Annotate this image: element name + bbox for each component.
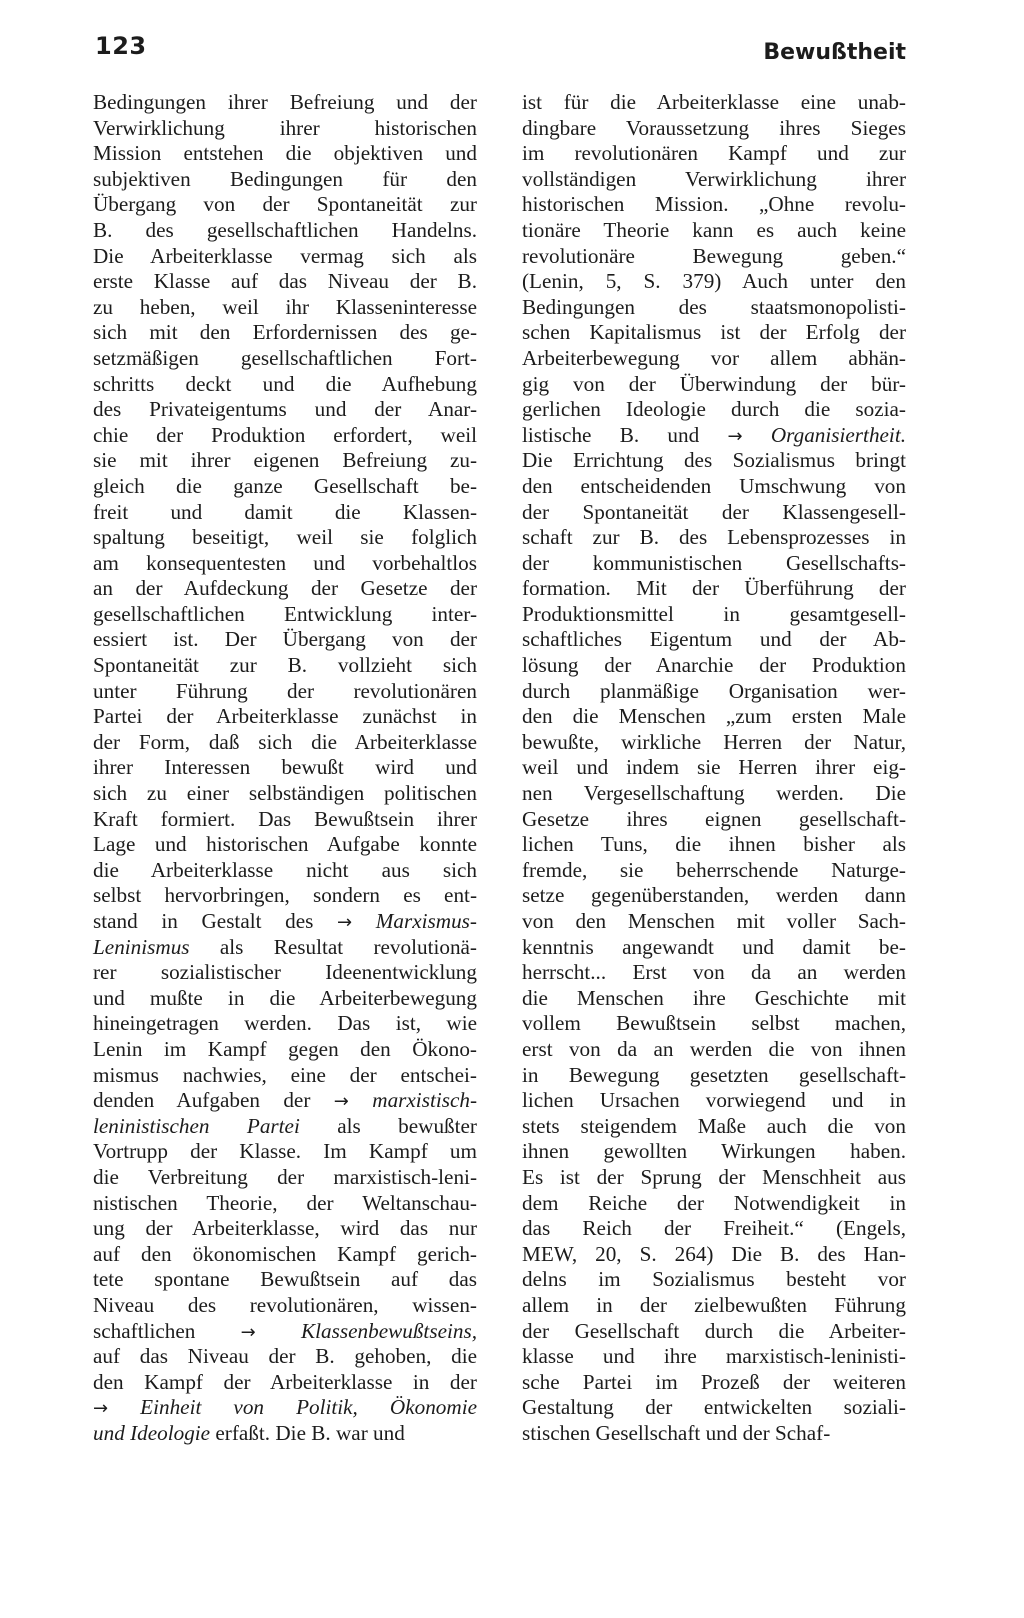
text-line: revolutionäre Bewegung geben.“ bbox=[522, 243, 906, 268]
text-line bbox=[93, 1088, 477, 1114]
text-line: schen Kapitalismus ist der Erfolg der bbox=[522, 320, 906, 345]
text-line: des Privateigentums und der Anar- bbox=[93, 397, 477, 422]
text-line: setze gegenüberstanden, werden dann bbox=[522, 883, 906, 908]
text-line: spaltung beseitigt, weil sie folglich bbox=[93, 525, 477, 550]
cross-reference-term: und Ideologie bbox=[93, 1420, 211, 1445]
text-line: historischen Mission. „Ohne revolu- bbox=[522, 192, 906, 217]
text-line: mismus nachwies, eine der entschei- bbox=[93, 1062, 477, 1087]
text-line: freit und damit die Klassen- bbox=[93, 499, 477, 524]
text-line: MEW, 20, S. 264) Die B. des Han- bbox=[522, 1241, 906, 1266]
text-line: selbst hervorbringen, sondern es ent- bbox=[93, 883, 477, 908]
text-line: am konsequentesten und vorbehaltlos bbox=[93, 550, 477, 575]
text-line: subjektiven Bedingungen für den bbox=[93, 166, 477, 191]
text-line: lösung der Anarchie der Produktion bbox=[522, 653, 906, 678]
text-line: im revolutionären Kampf und zur bbox=[522, 141, 906, 166]
text-line: lichen Ursachen vorwiegend und in bbox=[522, 1088, 906, 1113]
text-line: kenntnis angewandt und damit be- bbox=[522, 934, 906, 959]
text-line: rer sozialistischer Ideenentwicklung bbox=[93, 960, 477, 985]
text-line: und mußte in die Arbeiterbewegung bbox=[93, 985, 477, 1010]
text-line: schaft zur B. des Lebensprozesses in bbox=[522, 525, 906, 550]
text-line: Mission entstehen die objektiven und bbox=[93, 141, 477, 166]
cross-reference-term: Klassenbewußtseins, bbox=[301, 1318, 477, 1343]
text-line: stischen Gesellschaft und der Schaf- bbox=[522, 1420, 831, 1445]
text-line: Bedingungen des staatsmonopolisti- bbox=[522, 294, 906, 319]
cross-reference-arrow-icon: → bbox=[727, 425, 743, 447]
text-line: Gestaltung der entwickelten soziali- bbox=[522, 1395, 906, 1420]
text-line: Übergang von der Spontaneität zur bbox=[93, 192, 477, 217]
text-line: auf das Niveau der B. gehoben, die bbox=[93, 1344, 477, 1369]
text-line: Die Arbeiterklasse vermag sich als bbox=[93, 243, 477, 268]
text-line: Partei der Arbeiterklasse zunächst in bbox=[93, 704, 477, 729]
line-text: listische B. und bbox=[522, 422, 728, 447]
text-line: ung der Arbeiterklasse, wird das nur bbox=[93, 1216, 477, 1241]
text-line: sich zu einer selbständigen politischen bbox=[93, 781, 477, 806]
text-line: unter Führung der revolutionären bbox=[93, 678, 477, 703]
text-line: in Bewegung gesetzten gesellschaft- bbox=[522, 1062, 906, 1087]
right-text-column bbox=[522, 90, 906, 1446]
text-line: sche Partei im Prozeß der weiteren bbox=[522, 1369, 906, 1394]
cross-reference-term: Marxismus- bbox=[375, 909, 477, 933]
text-line bbox=[93, 1114, 477, 1140]
text-line: stets steigendem Maße auch die von bbox=[522, 1113, 906, 1138]
text-line bbox=[522, 423, 906, 449]
text-line: zu heben, weil ihr Klasseninteresse bbox=[93, 294, 477, 319]
line-text: als Resultat revolutionä- bbox=[189, 934, 477, 959]
text-line: ihrer Interessen bewußt wird und bbox=[93, 755, 477, 780]
text-line: gesellschaftlichen Entwicklung inter- bbox=[93, 601, 477, 626]
cross-reference-term: leninistischen Partei bbox=[93, 1113, 300, 1138]
text-line: der Gesellschaft durch die Arbeiter- bbox=[522, 1318, 906, 1343]
text-line: Arbeiterbewegung vor allem abhän- bbox=[522, 345, 906, 370]
text-line: tionäre Theorie kann es auch keine bbox=[522, 217, 906, 242]
text-line: dem Reiche der Notwendigkeit in bbox=[522, 1190, 906, 1215]
page-number: 123 bbox=[95, 32, 147, 60]
text-line: hineingetragen werden. Das ist, wie bbox=[93, 1011, 477, 1036]
text-line: Spontaneität zur B. vollzieht sich bbox=[93, 653, 477, 678]
text-line: die Arbeiterklasse nicht aus sich bbox=[93, 857, 477, 882]
text-line: den Kampf der Arbeiterklasse in der bbox=[93, 1369, 477, 1394]
left-text-column bbox=[93, 90, 477, 1446]
text-line bbox=[93, 935, 477, 961]
text-line: bewußte, wirkliche Herren der Natur, bbox=[522, 729, 906, 754]
text-line: nen Vergesellschaftung werden. Die bbox=[522, 781, 906, 806]
text-line bbox=[93, 1395, 477, 1421]
line-text: erfaßt. Die B. war und bbox=[210, 1420, 405, 1445]
text-line: ihnen gewollten Wirkungen haben. bbox=[522, 1139, 906, 1164]
running-head: Bewußtheit bbox=[763, 40, 906, 65]
text-line: allem in der zielbewußten Führung bbox=[522, 1292, 906, 1317]
text-line: Bedingungen ihrer Befreiung und der bbox=[93, 90, 477, 114]
text-line: das Reich der Freiheit.“ (Engels, bbox=[522, 1216, 906, 1241]
text-line: schritts deckt und die Aufhebung bbox=[93, 371, 477, 396]
text-line: (Lenin, 5, S. 379) Auch unter den bbox=[522, 269, 906, 294]
text-line: gleich die ganze Gesellschaft be- bbox=[93, 473, 477, 498]
text-line: den entscheidenden Umschwung von bbox=[522, 473, 906, 498]
text-line: gerlichen Ideologie durch die sozia- bbox=[522, 397, 906, 422]
text-line bbox=[93, 1319, 477, 1345]
text-line: erst von da an werden die von ihnen bbox=[522, 1036, 906, 1061]
text-line: Verwirklichung ihrer historischen bbox=[93, 115, 477, 140]
text-line: die Verbreitung der marxistisch-leni- bbox=[93, 1164, 477, 1189]
text-line: chie der Produktion erfordert, weil bbox=[93, 422, 477, 447]
text-line: erste Klasse auf das Niveau der B. bbox=[93, 269, 477, 294]
text-line: sich mit den Erfordernissen des ge- bbox=[93, 320, 477, 345]
text-line: weil und indem sie Herren ihrer eig- bbox=[522, 755, 906, 780]
text-line: formation. Mit der Überführung der bbox=[522, 576, 906, 601]
line-text: als bewußter bbox=[299, 1113, 477, 1138]
cross-reference-term: marxistisch- bbox=[372, 1088, 478, 1113]
text-line: fremde, sie beherrschende Naturge- bbox=[522, 857, 906, 882]
line-text: schaftlichen bbox=[93, 1318, 241, 1343]
text-line: Produktionsmittel in gesamtgesell- bbox=[522, 601, 906, 626]
text-line: sie mit ihrer eigenen Befreiung zu- bbox=[93, 448, 477, 473]
text-line: Gesetze ihres eignen gesellschaft- bbox=[522, 806, 906, 831]
text-line: gig von der Überwindung der bür- bbox=[522, 371, 906, 396]
text-line: vollständigen Verwirklichung ihrer bbox=[522, 166, 906, 191]
text-line: nistischen Theorie, der Weltanschau- bbox=[93, 1190, 477, 1215]
text-line: Es ist der Sprung der Menschheit aus bbox=[522, 1164, 906, 1189]
text-line: tete spontane Bewußtsein auf das bbox=[93, 1267, 477, 1292]
cross-reference-term: Einheit von Politik, Ökonomie bbox=[140, 1395, 477, 1420]
text-line: dingbare Voraussetzung ihres Sieges bbox=[522, 115, 906, 140]
text-line: den die Menschen „zum ersten Male bbox=[522, 704, 906, 729]
text-line: durch planmäßige Organisation wer- bbox=[522, 678, 906, 703]
text-line: ist für die Arbeiterklasse eine unab- bbox=[522, 90, 906, 114]
text-line: von den Menschen mit voller Sach- bbox=[522, 909, 906, 933]
text-line: delns im Sozialismus besteht vor bbox=[522, 1267, 906, 1292]
text-line: lichen Tuns, die ihnen bisher als bbox=[522, 832, 906, 857]
text-line: essiert ist. Der Übergang von der bbox=[93, 627, 477, 652]
text-line: vollem Bewußtsein selbst machen, bbox=[522, 1011, 906, 1036]
cross-reference-term: Leninismus bbox=[93, 934, 190, 959]
text-line: der Spontaneität der Klassengesell- bbox=[522, 499, 906, 524]
cross-reference-arrow-icon: → bbox=[333, 1091, 349, 1113]
text-line: an der Aufdeckung der Gesetze der bbox=[93, 576, 477, 601]
text-line: schaftliches Eigentum und der Ab- bbox=[522, 627, 906, 652]
cross-reference-arrow-icon: → bbox=[337, 912, 353, 933]
text-line bbox=[93, 909, 477, 935]
text-line: Vortrupp der Klasse. Im Kampf um bbox=[93, 1139, 477, 1164]
text-line bbox=[93, 1421, 477, 1447]
text-line: Kraft formiert. Das Bewußtsein ihrer bbox=[93, 806, 477, 831]
text-line: der kommunistischen Gesellschafts- bbox=[522, 550, 906, 575]
text-line: klasse und ihre marxistisch-leninisti- bbox=[522, 1344, 906, 1369]
text-line: Die Errichtung des Sozialismus bringt bbox=[522, 448, 906, 473]
text-line: herrscht... Erst von da an werden bbox=[522, 960, 906, 985]
cross-reference-arrow-icon: → bbox=[240, 1321, 256, 1343]
text-line: der Form, daß sich die Arbeiterklasse bbox=[93, 729, 477, 754]
cross-reference-arrow-icon: → bbox=[93, 1398, 109, 1420]
text-line: Niveau des revolutionären, wissen- bbox=[93, 1292, 477, 1317]
text-line: B. des gesellschaftlichen Handelns. bbox=[93, 217, 477, 242]
text-line: setzmäßigen gesellschaftlichen Fort- bbox=[93, 345, 477, 370]
line-text: denden Aufgaben der bbox=[93, 1088, 334, 1113]
text-line: die Menschen ihre Geschichte mit bbox=[522, 985, 906, 1010]
line-text: stand in Gestalt des bbox=[93, 909, 338, 933]
text-line: Lage und historischen Aufgabe konnte bbox=[93, 832, 477, 857]
text-line: auf den ökonomischen Kampf gerich- bbox=[93, 1241, 477, 1266]
text-line: Lenin im Kampf gegen den Ökono- bbox=[93, 1036, 477, 1061]
cross-reference-term: Organisiertheit. bbox=[770, 422, 907, 447]
